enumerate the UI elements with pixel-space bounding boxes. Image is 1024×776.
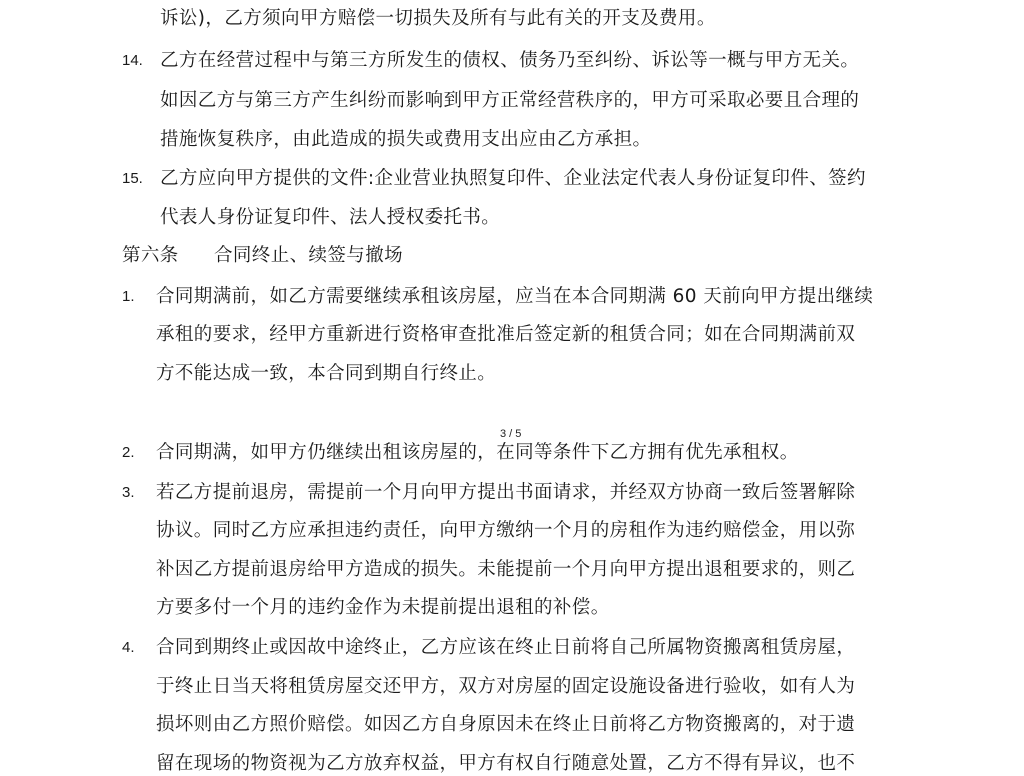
- item-14-line-2: 如因乙方与第三方产生纠纷而影响到甲方正常经营秩序的，甲方可采取必要且合理的: [160, 90, 860, 111]
- item-14-number: 14.: [122, 52, 143, 69]
- item-15-line-1: 乙方应向甲方提供的文件:企业营业执照复印件、企业法定代表人身份证复印件、签约: [160, 168, 866, 189]
- section-6-title: 合同终止、续签与撤场: [214, 245, 404, 266]
- carry-over-line: 诉讼)，乙方须向甲方赔偿一切损失及所有与此有关的开支及费用。: [160, 8, 716, 29]
- item-4-line-1: 合同到期终止或因故中途终止，乙方应该在终止日前将自己所属物资搬离租赁房屋，: [156, 637, 856, 658]
- item-14-line-3: 措施恢复秩序，由此造成的损失或费用支出应由乙方承担。: [160, 129, 652, 150]
- item-14-line-1: 乙方在经营过程中与第三方所发生的债权、债务乃至纠纷、诉讼等一概与甲方无关。: [160, 50, 860, 71]
- item-4-number: 4.: [122, 639, 135, 656]
- item-4-line-2: 于终止日当天将租赁房屋交还甲方，双方对房屋的固定设施设备进行验收，如有人为: [156, 676, 856, 697]
- item-3-number: 3.: [122, 484, 135, 501]
- item-15-number: 15.: [122, 170, 143, 187]
- page-number: 3 / 5: [500, 428, 522, 440]
- item-1-line-1: 合同期满前，如乙方需要继续承租该房屋，应当在本合同期满 60 天前向甲方提出继续: [156, 286, 874, 307]
- item-3-line-3: 补因乙方提前退房给甲方造成的损失。未能提前一个月向甲方提出退租要求的，则乙: [156, 559, 856, 580]
- item-1-number: 1.: [122, 288, 135, 305]
- item-15-line-2: 代表人身份证复印件、法人授权委托书。: [160, 207, 501, 228]
- item-3-line-4: 方要多付一个月的违约金作为未提前提出退租的补偿。: [156, 597, 610, 618]
- section-6-label: 第六条: [122, 245, 179, 266]
- item-4-line-3: 损坏则由乙方照价赔偿。如因乙方自身原因未在终止日前将乙方物资搬离的，对于遗: [156, 714, 856, 735]
- item-2-line-1: 合同期满，如甲方仍继续出租该房屋的，在同等条件下乙方拥有优先承租权。: [156, 442, 799, 463]
- item-2-number: 2.: [122, 444, 135, 461]
- item-3-line-1: 若乙方提前退房，需提前一个月向甲方提出书面请求，并经双方协商一致后签署解除: [156, 482, 856, 503]
- item-3-line-2: 协议。同时乙方应承担违约责任，向甲方缴纳一个月的房租作为违约赔偿金，用以弥: [156, 520, 856, 541]
- item-1-line-2: 承租的要求，经甲方重新进行资格审查批准后签定新的租赁合同；如在合同期满前双: [156, 324, 856, 345]
- item-1-line-3: 方不能达成一致，本合同到期自行终止。: [156, 363, 497, 384]
- item-4-line-4: 留在现场的物资视为乙方放弃权益，甲方有权自行随意处置，乙方不得有异议，也不: [156, 753, 856, 774]
